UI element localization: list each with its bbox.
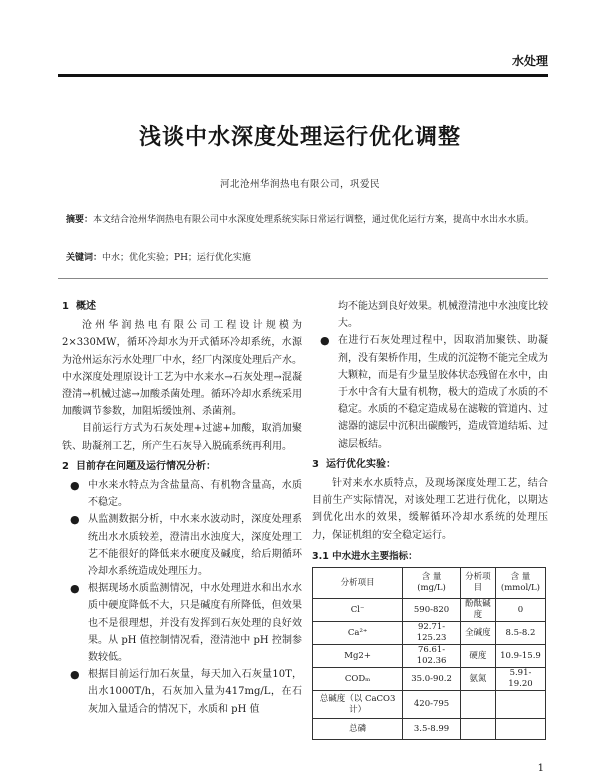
abstract-text: 本文结合沧州华润热电有限公司中水深度处理系统实际日常运行调整，通过优化运行方案，提高中水出水水质。 [93, 215, 535, 225]
table-row [313, 599, 546, 622]
bullet-item: ● 根据现场水质监测情况，中水处理进水和出水水质中硬度降低不大，只是碱度有所降低，但效果也不是很理想，并没有发挥到石灰处理的良好效果。从 pH 值控制情况看，澄清池中 pH 控制参数较低。 [70, 582, 302, 664]
table-header-cell: 分析项目 [460, 568, 495, 599]
water-quality-table [312, 567, 546, 740]
table-cell: CODₘ [313, 668, 403, 691]
table-header-cell: 含 量 (mg/L) [403, 568, 461, 599]
table-cell [495, 691, 545, 719]
section-2-heading: 2 目前存在问题及运行情况分析： [62, 460, 216, 472]
section-1-paragraph: 目前运行方式为石灰处理+过滤+加酸，取消加聚铁、助凝剂工艺，所产生石灰导入脱硫系统再利用。 [62, 423, 302, 452]
table-cell: 总磷 [313, 719, 403, 740]
bullet-item: ● 中水来水特点为含盐量高、有机物含量高，水质不稳定。 [70, 479, 302, 509]
table-cell: 硬度 [460, 645, 495, 668]
bullet-icon: ● [70, 668, 80, 682]
table-cell: 氨氮 [460, 668, 495, 691]
table-title: 3.1 中水进水主要指标： [312, 550, 418, 562]
table-row [313, 645, 546, 668]
table-cell: Mg2+ [313, 645, 403, 668]
table-cell [460, 691, 495, 719]
page-number: 1 [537, 763, 544, 774]
table-cell: 92.71-125.23 [403, 622, 461, 645]
table-cell: Cl⁻ [313, 599, 403, 622]
table-row [313, 719, 546, 740]
section-3-heading: 3 运行优化实验： [312, 458, 396, 470]
table-cell [495, 719, 545, 740]
bullet-icon: ● [70, 582, 80, 596]
left-column [62, 298, 302, 718]
table-row [313, 668, 546, 691]
table-row [313, 691, 546, 719]
bullet-icon: ● [70, 513, 80, 527]
table-cell: 8.5-8.2 [495, 622, 545, 645]
table-cell: 5.91-19.20 [495, 668, 545, 691]
section-1-paragraph: 沧州华润热电有限公司工程设计规模为 2×330MW，循环冷却水为开式循环冷却系统，水源为沧州运东污水处理厂中水，经厂内深度处理后产水。中水深度处理原设计工艺为中水来水→石灰处理→混凝澄清→机械过滤→加酸杀菌处理。循环冷却水系统采用加酸调节参数，加阻垢缓蚀剂、杀菌剂。 [62, 320, 302, 418]
table-cell: 3.5-8.99 [403, 719, 461, 740]
keywords-text: 中水；优化实验；PH；运行优化实施 [102, 253, 251, 263]
table-cell: Ca²⁺ [313, 622, 403, 645]
table-cell [460, 719, 495, 740]
bullet-item: ● 根据目前运行加石灰量，每天加入石灰量10T，出水1000T/h，石灰加入量为417mg/L，在石灰加入量适合的情况下，水质和 pH 值 [70, 668, 302, 715]
table-header-cell: 含 量 (mmol/L) [495, 568, 545, 599]
table-cell: 0 [495, 599, 545, 622]
section-header: 水处理 [511, 54, 548, 68]
table-cell: 10.9-15.9 [495, 645, 545, 668]
bullet-item: ● 从监测数据分析，中水来水波动时，深度处理系统出水水质较差，澄清出水浊度大，深度处理工艺不能很好的降低来水硬度及碱度，给后期循环冷却水系统造成处理压力。 [70, 513, 302, 578]
section-1-heading: 1 概述 [62, 301, 96, 312]
keywords [66, 250, 550, 263]
header-rule [58, 74, 548, 77]
table-cell: 酚酞碱度 [460, 599, 495, 622]
bullet-item: ● 在进行石灰处理过程中，因取消加聚铁、助凝剂，没有架桥作用，生成的沉淀物不能完全成为大颗粒，而是有少量呈胶体状态残留在水中，由于水中含有大量有机物，极大的造成了水质的不稳定。水质的不稳定造成易在滤鞍的管道内、过滤器的滤层中沉积出碳酸钙，造成管道结垢、过滤层板结。 [320, 334, 548, 450]
abstract-label: 摘要： [66, 215, 94, 225]
table-cell: 35.0-90.2 [403, 668, 461, 691]
divider [58, 278, 548, 279]
table-header-row [313, 568, 546, 599]
right-column [312, 298, 548, 740]
article-title: 浅谈中水深度处理运行优化调整 [138, 125, 461, 150]
table-cell: 总碱度（以 CaCO3 计） [313, 691, 403, 719]
bullet-icon: ● [70, 479, 80, 493]
table-header-cell: 分析项目 [313, 568, 403, 599]
bullet-icon: ● [320, 334, 330, 348]
table-row [313, 622, 546, 645]
section-3-paragraph: 针对来水水质特点，及现场深度处理工艺，结合目前生产实际情况，对该处理工艺进行优化，以期达到优化出水的效果，缓解循环冷却水系统的处理压力，保证机组的安全稳定运行。 [312, 478, 548, 541]
bullet-continuation: 均不能达到良好效果。机械澄清池中水浊度比较大。 [338, 301, 548, 330]
table-cell: 76.61-102.36 [403, 645, 461, 668]
table-cell: 全碱度 [460, 622, 495, 645]
keywords-label: 关键词： [66, 253, 103, 263]
abstract [66, 212, 550, 229]
author-line: 河北沧州华润热电有限公司，巩爱民 [219, 179, 380, 190]
table-cell: 590-820 [403, 599, 461, 622]
table-cell: 420-795 [403, 691, 461, 719]
